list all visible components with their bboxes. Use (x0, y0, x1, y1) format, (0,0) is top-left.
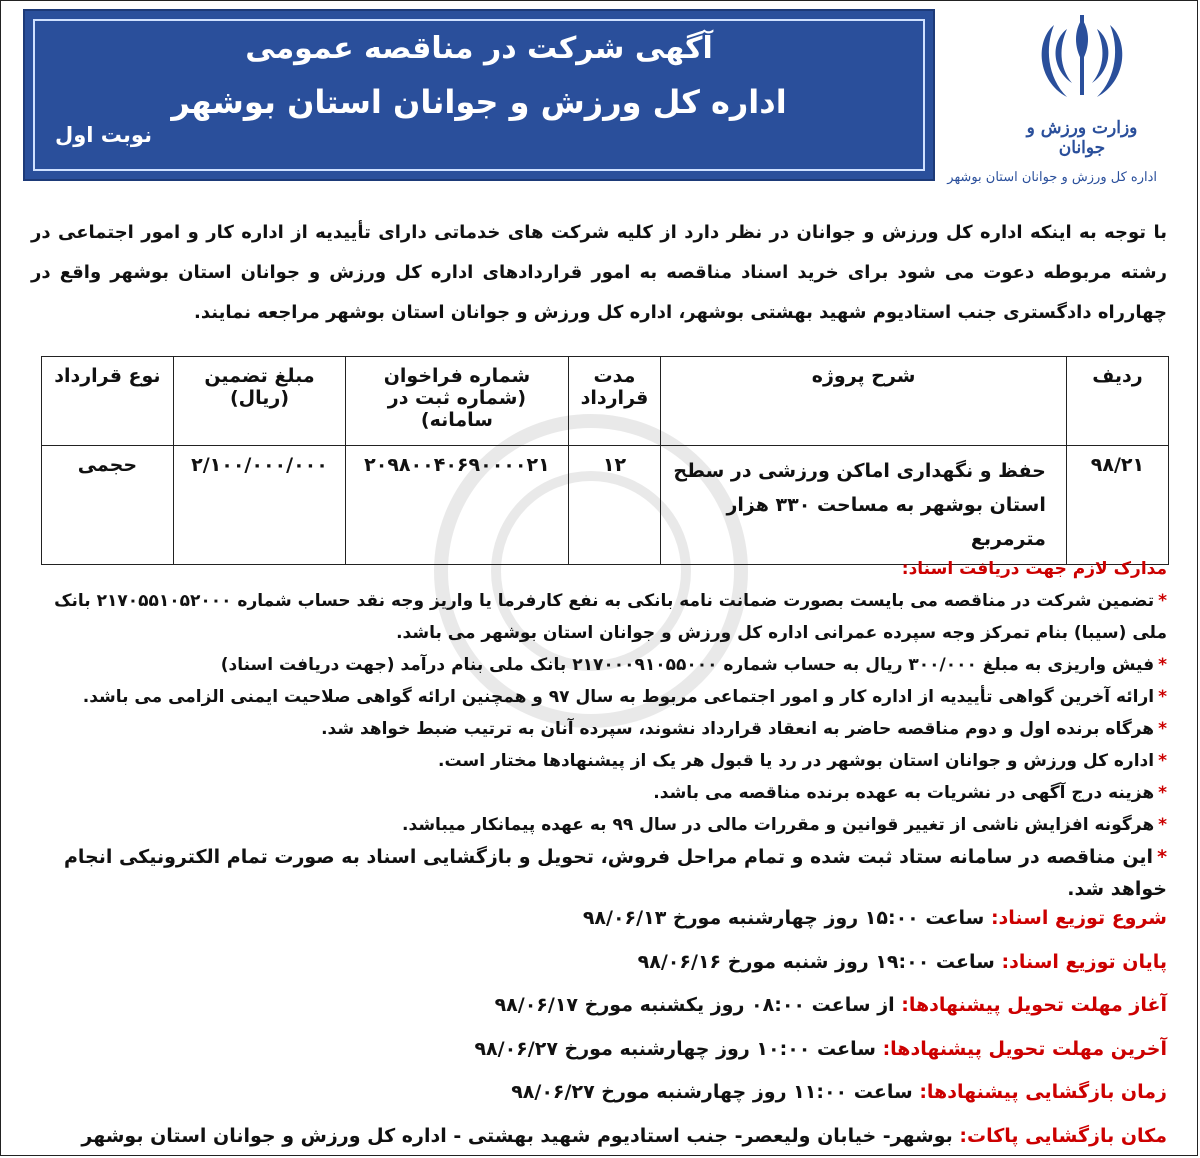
organization-title: اداره کل ورزش و جوانان استان بوشهر (171, 83, 787, 121)
header-duration: مدت قرارداد (568, 357, 661, 446)
table-row (42, 446, 1169, 565)
list-item (31, 777, 1167, 809)
header-description: شرح پروژه (661, 357, 1067, 446)
schedule-label: پایان توزیع اسناد: (1001, 950, 1167, 973)
schedule-label: شروع توزیع اسناد: (990, 907, 1167, 929)
schedule-label: مکان بازگشایی پاکات: (959, 1124, 1167, 1147)
bullet-star-icon: * (1158, 719, 1167, 739)
schedule-section (31, 897, 1167, 1158)
header-contract-type: نوع قرارداد (42, 357, 174, 446)
requirement-text: فیش واریزی به مبلغ ۳۰۰/۰۰۰ ریال به حساب شماره ۲۱۷۰۰۰۹۱۰۵۵۰۰۰ بانک ملی بنام درآمد (جهت دریافت اسناد) (220, 655, 1155, 675)
list-item (31, 809, 1167, 841)
schedule-row (31, 1028, 1167, 1072)
requirement-text: هزینه درج آگهی در نشریات به عهده برنده مناقصه می باشد. (653, 783, 1155, 803)
schedule-value: ساعت ۱۱:۰۰ روز چهارشنبه مورخ ۹۸/۰۶/۲۷ (511, 1081, 913, 1103)
schedule-label: آخرین مهلت تحویل پیشنهادها: (882, 1037, 1167, 1060)
schedule-value: بوشهر- خیابان ولیعصر- جنب استادیوم شهید بهشتی - اداره کل ورزش و جوانان استان بوشهر (81, 1124, 953, 1147)
department-name: اداره کل ورزش و جوانان استان بوشهر (947, 170, 1157, 185)
bullet-star-icon: * (1158, 687, 1167, 707)
list-item (31, 585, 1167, 649)
header-row-no: ردیف (1066, 357, 1168, 446)
intro-paragraph: با توجه به اینکه اداره کل ورزش و جوانان در نظر دارد از کلیه شرکت های خدماتی دارای تأییدیه از اداره کار و امور اجتماعی در رشته مربوطه دعوت می شود برای خرید اسناد مناقصه به امور قراردادهای اداره کل ورزش و جوانان استان بوشهر واقع در چهارراه دادگستری جنب استادیوم شهید بهشتی بوشهر، اداره کل ورزش و جوانان استان بوشهر مراجعه نمایند. (31, 222, 1167, 323)
cell-call-number: ۲۰۹۸۰۰۴۰۶۹۰۰۰۰۲۱ (346, 446, 568, 565)
table-header-row (42, 357, 1169, 446)
requirements-section (31, 553, 1167, 905)
round-label: نوبت اول (55, 123, 152, 147)
bullet-star-icon: * (1158, 783, 1167, 803)
schedule-value: ساعت ۱۰:۰۰ روز چهارشنبه مورخ ۹۸/۰۶/۲۷ (474, 1037, 876, 1060)
bullet-star-icon: * (1158, 591, 1167, 611)
notice-title: آگهی شرکت در مناقصه عمومی (245, 31, 713, 66)
tender-table (41, 356, 1169, 565)
list-item (31, 649, 1167, 681)
bullet-star-icon: * (1158, 655, 1167, 675)
schedule-row (31, 1071, 1167, 1115)
schedule-value: ساعت ۱۵:۰۰ روز چهارشنبه مورخ ۹۸/۰۶/۱۳ (582, 907, 985, 929)
ministry-logo (947, 11, 1157, 185)
ministry-name: وزارت ورزش و جوانان (1026, 118, 1138, 158)
requirement-text: هرگاه برنده اول و دوم مناقصه حاضر به انعقاد قرارداد نشوند، سپرده آنان به ترتیب ضبط خواهد شد. (321, 719, 1155, 739)
requirement-text: ارائه آخرین گواهی تأییدیه از اداره کار و امور اجتماعی مربوط به سال ۹۷ و همچنین ارائه گواهی صلاحیت ایمنی الزامی می باشد. (82, 687, 1155, 707)
schedule-label: زمان بازگشایی پیشنهادها: (919, 1081, 1167, 1103)
cell-description: حفظ و نگهداری اماکن ورزشی در سطح استان بوشهر به مساحت ۳۳۰ هزار مترمربع (661, 446, 1067, 565)
header-guarantee: مبلغ تضمین (ریال) (173, 357, 345, 446)
header-call-number: شماره فراخوان (شماره ثبت در سامانه) (346, 357, 568, 446)
requirement-text: اداره کل ورزش و جوانان استان بوشهر در رد یا قبول هر یک از پیشنهادها مختار است. (438, 751, 1155, 771)
schedule-value: از ساعت ۰۸:۰۰ روز یکشنبه مورخ ۹۸/۰۶/۱۷ (494, 994, 895, 1016)
list-item (31, 841, 1167, 905)
cell-row-no: ۹۸/۲۱ (1066, 446, 1168, 565)
cell-guarantee: ۲/۱۰۰/۰۰۰/۰۰۰ (173, 446, 345, 565)
bullet-star-icon: * (1158, 751, 1167, 771)
bullet-star-icon: * (1158, 815, 1167, 835)
schedule-row (31, 897, 1167, 941)
requirements-heading: مدارک لازم جهت دریافت اسناد: (901, 559, 1167, 579)
schedule-row (31, 1115, 1167, 1158)
schedule-label: آغاز مهلت تحویل پیشنهادها: (901, 994, 1167, 1016)
bullet-star-icon: * (1157, 846, 1167, 868)
schedule-value: ساعت ۱۹:۰۰ روز شنبه مورخ ۹۸/۰۶/۱۶ (637, 950, 995, 973)
title-banner (23, 9, 935, 181)
schedule-row (31, 984, 1167, 1028)
schedule-row (31, 941, 1167, 985)
cell-duration: ۱۲ (568, 446, 661, 565)
list-item (31, 681, 1167, 713)
requirement-text: تضمین شرکت در مناقصه می بایست بصورت ضمانت نامه بانکی به نفع کارفرما یا واریز وجه نقد حساب شماره ۲۱۷۰۵۵۱۰۵۲۰۰۰ بانک ملی (سیبا) بنام تمرکز وجه سپرده عمرانی اداره کل ورزش و جوانان استان بوشهر می باشد. (54, 591, 1167, 643)
list-item (31, 713, 1167, 745)
electronic-notice: این مناقصه در سامانه ستاد ثبت شده و تمام مراحل فروش، تحویل و بازگشایی اسناد به صورت تمام الکترونیکی انجام خواهد شد. (63, 846, 1167, 900)
list-item (31, 745, 1167, 777)
iran-emblem-icon (1027, 11, 1137, 106)
requirement-text: هرگونه افزایش ناشی از تغییر قوانین و مقررات مالی در سال ۹۹ به عهده پیمانکار میباشد. (402, 815, 1155, 835)
cell-contract-type: حجمی (42, 446, 174, 565)
